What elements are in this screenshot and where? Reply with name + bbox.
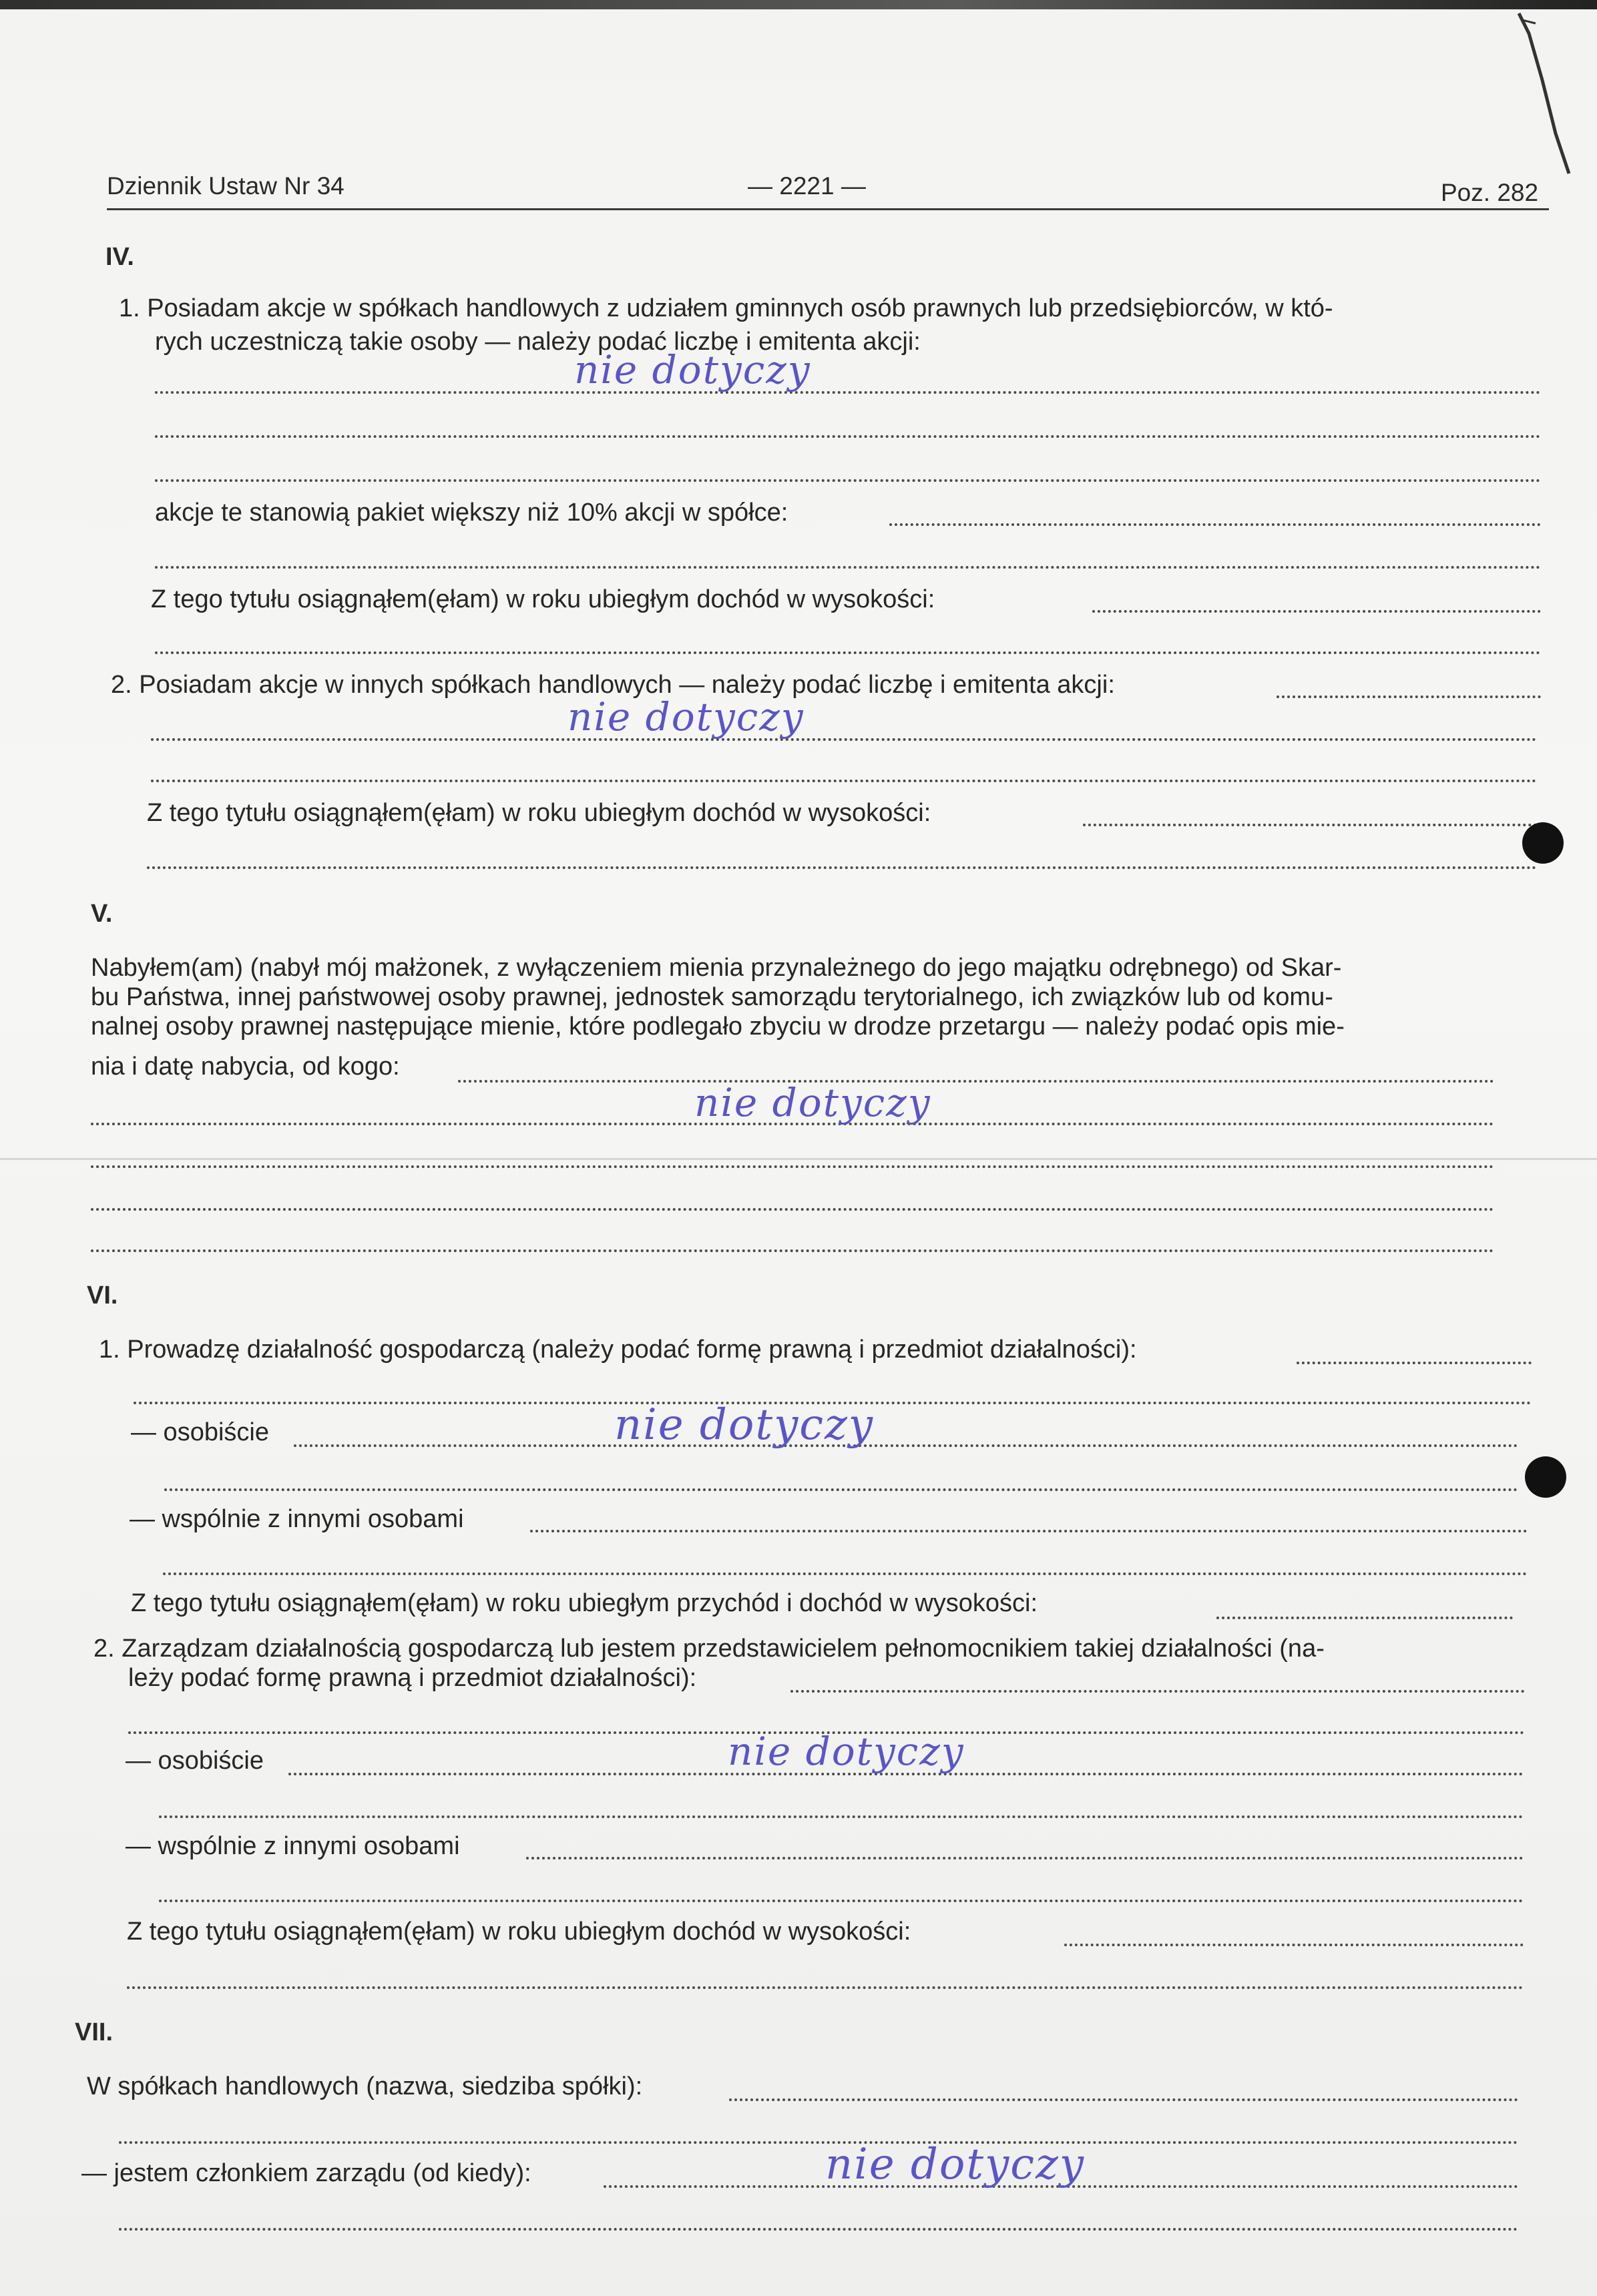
handwritten-answer: nie dotyczy	[825, 2140, 1085, 2189]
corner-pencil-mark	[1516, 7, 1576, 180]
iv-income1-answer-line-2[interactable]	[155, 651, 1541, 654]
iv-package-text: akcje te stanowią pakiet większy niż 10% akcji w spółce:	[155, 499, 788, 527]
vi-personal1-answer-line[interactable]	[294, 1444, 1518, 1447]
scan-edge	[0, 0, 1597, 9]
iv-income2-answer-line[interactable]	[1083, 824, 1537, 826]
page-number: — 2221 —	[748, 172, 866, 200]
vi-income1-answer-line[interactable]	[1216, 1617, 1513, 1619]
vi-personal1-text: — osobiście	[131, 1418, 269, 1446]
v-answer-line-1[interactable]	[458, 1080, 1494, 1083]
section-iv-label: IV.	[105, 243, 134, 271]
vi-joint2-answer-line-2[interactable]	[159, 1900, 1524, 1902]
v-answer-line-4[interactable]	[91, 1208, 1494, 1211]
vi-personal1-answer-line-2[interactable]	[164, 1488, 1518, 1491]
punch-hole	[1522, 822, 1564, 864]
v-answer-line-3[interactable]	[91, 1165, 1494, 1168]
iv-item1-text-line1: 1. Posiadam akcje w spółkach handlowych z udziałem gminnych osób prawnych lub przedsiębiorców, w któ-	[119, 294, 1333, 322]
v-text-line2: bu Państwa, innej państwowej osoby prawnej, jednostek samorządu terytorialnego, ich związków lub od komu-	[91, 983, 1333, 1011]
iv-item2-answer-line[interactable]	[1277, 695, 1541, 698]
iv-item1-answer-line-3[interactable]	[155, 479, 1541, 482]
header-rule	[107, 208, 1549, 210]
vi-item2-text-line2: leży podać formę prawną i przedmiot działalności):	[128, 1664, 697, 1692]
iv-item2-answer-line-3[interactable]	[151, 780, 1537, 782]
handwritten-answer: nie dotyczy	[694, 1080, 931, 1125]
iv-income1-text: Z tego tytułu osiągnąłem(ęłam) w roku ubiegłym dochód w wysokości:	[151, 585, 935, 613]
section-vii-label: VII.	[75, 2018, 113, 2046]
vi-joint1-text: — wspólnie z innymi osobami	[130, 1505, 464, 1533]
handwritten-answer: nie dotyczy	[614, 1400, 874, 1450]
iv-income1-answer-line[interactable]	[1092, 610, 1541, 613]
vii-board-text: — jestem członkiem zarządu (od kiedy):	[81, 2159, 531, 2187]
paper-crease	[0, 1158, 1597, 1160]
vi-personal2-answer-line-2[interactable]	[159, 1815, 1524, 1818]
vi-joint1-answer-line-2[interactable]	[163, 1572, 1528, 1575]
iv-item2-answer-line-2[interactable]	[151, 738, 1537, 741]
v-text-line3: nalnej osoby prawnej następujące mienie, które podlegało zbyciu w drodze przetargu — należy podać opis mie-	[91, 1013, 1345, 1041]
journal-title: Dziennik Ustaw Nr 34	[107, 172, 345, 200]
iv-item1-text-line2: rych uczestniczą takie osoby — należy podać liczbę i emitenta akcji:	[155, 328, 921, 356]
vi-joint2-text: — wspólnie z innymi osobami	[126, 1832, 460, 1860]
section-vi-label: VI.	[87, 1281, 118, 1310]
handwritten-answer: nie dotyczy	[567, 694, 805, 740]
vi-joint1-answer-line[interactable]	[530, 1530, 1528, 1532]
v-answer-line-5[interactable]	[91, 1249, 1494, 1252]
vi-item2-text-line1: 2. Zarządzam działalnością gospodarczą lub jestem przedstawicielem pełnomocnikiem takiej działalności (na-	[93, 1635, 1325, 1663]
punch-hole	[1525, 1456, 1566, 1498]
vii-companies-answer-line-2[interactable]	[119, 2141, 1518, 2144]
section-v-label: V.	[91, 900, 113, 928]
vi-item2-answer-line[interactable]	[790, 1690, 1525, 1693]
iv-income2-answer-line-2[interactable]	[147, 866, 1537, 869]
iv-item1-answer-line-2[interactable]	[155, 435, 1541, 438]
iv-item1-answer-line-1[interactable]	[155, 391, 1541, 394]
vii-companies-text: W spółkach handlowych (nazwa, siedziba spółki):	[87, 2072, 643, 2100]
vii-companies-answer-line[interactable]	[729, 2098, 1518, 2101]
v-text-line1: Nabyłem(am) (nabył mój małżonek, z wyłączeniem mienia przynależnego do jego majątku odrębnego) od Skar-	[91, 954, 1342, 982]
vi-income2-answer-line[interactable]	[1064, 1944, 1524, 1946]
iv-package-answer-line-2[interactable]	[155, 566, 1541, 569]
iv-income2-text: Z tego tytułu osiągnąłem(ęłam) w roku ubiegłym dochód w wysokości:	[147, 799, 931, 827]
position-number: Poz. 282	[1441, 179, 1539, 206]
vi-income2-answer-line-2[interactable]	[127, 1986, 1524, 1989]
vi-joint2-answer-line[interactable]	[526, 1857, 1524, 1859]
vi-personal2-text: — osobiście	[126, 1747, 264, 1775]
v-text-line4: nia i datę nabycia, od kogo:	[91, 1053, 400, 1081]
vi-item1-answer-line[interactable]	[1297, 1362, 1532, 1364]
vii-board-answer-line-2[interactable]	[119, 2228, 1518, 2231]
iv-item2-text: 2. Posiadam akcje w innych spółkach handlowych — należy podać liczbę i emitenta akcji:	[111, 671, 1115, 699]
handwritten-answer: nie dotyczy	[728, 1729, 965, 1774]
iv-package-answer-line[interactable]	[889, 523, 1541, 526]
vi-item1-text: 1. Prowadzę działalność gospodarczą (należy podać formę prawną i przedmiot działalności):	[99, 1336, 1137, 1364]
vi-income2-text: Z tego tytułu osiągnąłem(ęłam) w roku ubiegłym dochód w wysokości:	[127, 1918, 911, 1946]
handwritten-answer: nie dotyczy	[574, 347, 811, 392]
vi-income1-text: Z tego tytułu osiągnąłem(ęłam) w roku ubiegłym przychód i dochód w wysokości:	[131, 1589, 1038, 1617]
